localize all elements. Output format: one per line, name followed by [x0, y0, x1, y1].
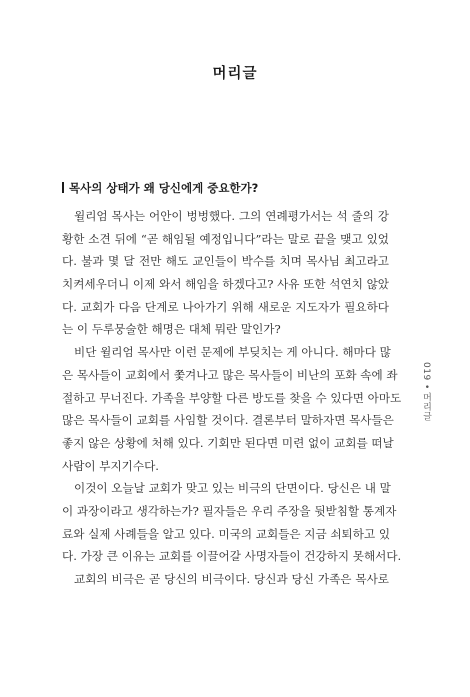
section-marker-bar [62, 182, 64, 193]
text-line: 이것이 오늘날 교회가 맞고 있는 비극의 단면이다. 당신은 내 말 [74, 481, 391, 496]
paragraph [62, 341, 402, 477]
text-line: 다. 교회가 다음 단계로 나아가기 위해 새로운 지도자가 필요하다 [62, 299, 389, 314]
text-line: 이 과장이라고 생각하는가? 필자들은 우리 주장을 뒷받침할 통계자 [62, 503, 397, 518]
text-line: 료와 실제 사례들을 알고 있다. 미국의 교회들은 지금 쇠퇴하고 있 [62, 526, 391, 541]
text-line: 황한 소견 뒤에 “곧 해임될 예정입니다”라는 말로 끝을 맺고 있었 [62, 231, 389, 246]
page-number: 019 [421, 362, 431, 381]
text-line: 많은 목사들이 교회를 사임할 것이다. 결론부터 말하자면 목사들은 [62, 413, 394, 428]
page-folio [420, 362, 433, 421]
text-line: 사람이 부지기수다. [62, 458, 159, 473]
paragraph [62, 568, 389, 591]
folio-separator-dot: • [421, 383, 431, 390]
text-line: 절하고 무너진다. 가족을 부양할 다른 방도를 찾을 수 있다면 아마도 [62, 390, 402, 405]
running-head: 머리글 [421, 392, 431, 421]
text-line: 는 이 두루뭉술한 해명은 대체 뭐란 말인가? [62, 322, 281, 337]
paragraph [62, 205, 389, 341]
text-line: 다. 가장 큰 이유는 교회를 이끌어갈 사명자들이 건강하지 못해서다. [62, 549, 402, 564]
text-line: 은 목사들이 교회에서 쫓겨나고 많은 목사들이 비난의 포화 속에 좌 [62, 367, 398, 382]
text-line: 비단 윌리엄 목사만 이런 문제에 부딪치는 게 아니다. 해마다 많 [74, 345, 391, 360]
chapter-title: 머리글 [212, 66, 258, 82]
text-line: 윌리엄 목사는 어안이 벙벙했다. 그의 연례평가서는 석 줄의 강 [74, 209, 389, 223]
section-heading [62, 180, 258, 196]
body-text [62, 205, 402, 591]
text-line: 다. 불과 몇 달 전만 해도 교인들이 박수를 치며 목사님 최고라고 [62, 254, 389, 269]
text-line: 좋지 않은 상황에 처해 있다. 기회만 된다면 미련 없이 교회를 떠날 [62, 435, 394, 450]
text-line: 교회의 비극은 곧 당신의 비극이다. 당신과 당신 가족은 목사로 [74, 572, 389, 586]
section-heading-text: 목사의 상태가 왜 당신에게 중요한가? [69, 181, 259, 195]
paragraph [62, 477, 402, 568]
text-line: 치켜세우더니 이제 와서 해임을 하겠다고? 사유 또한 석연치 않았 [62, 277, 389, 292]
